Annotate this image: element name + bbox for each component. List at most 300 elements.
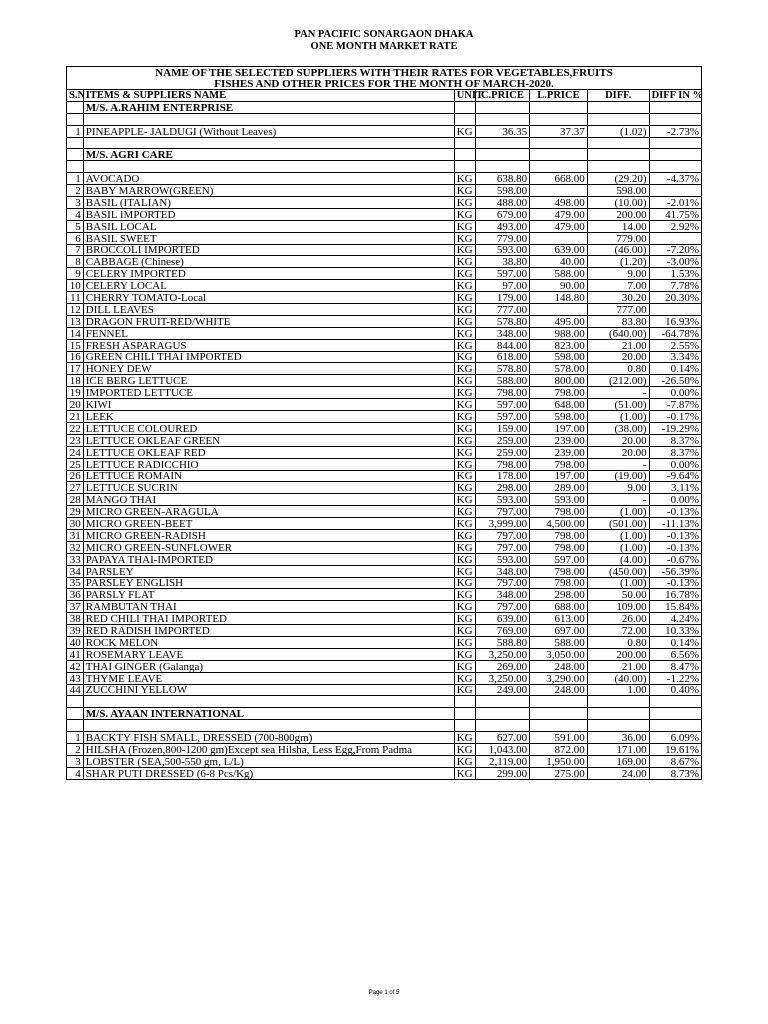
- supplier-row-cell: [649, 708, 701, 720]
- cell-current-price: 249.00: [475, 684, 529, 696]
- cell-unit: KG: [454, 327, 475, 339]
- blank-cell: [454, 720, 475, 732]
- cell-item-name: LETTUCE RADICCHIO: [83, 458, 454, 470]
- cell-unit: KG: [454, 755, 475, 767]
- table-row: [67, 755, 702, 767]
- supplier-row-cell: [475, 708, 529, 720]
- cell-difference: (1.00): [587, 529, 649, 541]
- cell-difference: (501.00): [587, 518, 649, 530]
- cell-difference-percent: 4.24%: [649, 613, 701, 625]
- cell-difference-percent: 15.84%: [649, 601, 701, 613]
- table-row: [67, 363, 702, 375]
- cell-sn: 44: [67, 684, 84, 696]
- cell-item-name: MICRO GREEN-RADISH: [83, 529, 454, 541]
- cell-item-name: SHAR PUTI DRESSED (6-8 Pcs/Kg): [83, 767, 454, 779]
- cell-last-price: 798.00: [530, 577, 588, 589]
- cell-sn: 32: [67, 541, 84, 553]
- cell-last-price: 239.00: [530, 434, 588, 446]
- cell-item-name: LEEK: [83, 411, 454, 423]
- cell-difference-percent: [649, 232, 701, 244]
- cell-current-price: 844.00: [475, 339, 529, 351]
- cell-sn: 26: [67, 470, 84, 482]
- cell-unit: KG: [454, 506, 475, 518]
- cell-item-name: PARSLEY: [83, 565, 454, 577]
- cell-difference: -: [587, 494, 649, 506]
- cell-difference-percent: 0.40%: [649, 684, 701, 696]
- supplier-row: [67, 101, 702, 113]
- cell-difference: (40.00): [587, 672, 649, 684]
- blank-cell: [587, 161, 649, 173]
- cell-difference-percent: -0.13%: [649, 541, 701, 553]
- cell-sn: 3: [67, 197, 84, 209]
- cell-current-price: 679.00: [475, 208, 529, 220]
- cell-difference-percent: -2.01%: [649, 197, 701, 209]
- market-rate-table: [66, 66, 702, 780]
- cell-unit: KG: [454, 684, 475, 696]
- cell-current-price: 639.00: [475, 613, 529, 625]
- cell-unit: KG: [454, 601, 475, 613]
- table-row: [67, 197, 702, 209]
- cell-item-name: LOBSTER (SEA,500-550 gm, L/L): [83, 755, 454, 767]
- cell-last-price: 37.37: [530, 125, 588, 137]
- table-row: [67, 399, 702, 411]
- cell-unit: KG: [454, 304, 475, 316]
- cell-last-price: 593.00: [530, 494, 588, 506]
- cell-last-price: 197.00: [530, 470, 588, 482]
- supplier-name: M/S. AYAAN INTERNATIONAL: [83, 708, 454, 720]
- cell-difference-percent: -11.13%: [649, 518, 701, 530]
- cell-item-name: MICRO GREEN-SUNFLOWER: [83, 541, 454, 553]
- cell-item-name: BROCCOLI IMPORTED: [83, 244, 454, 256]
- cell-unit: KG: [454, 458, 475, 470]
- column-header-difference: DIFF.: [587, 90, 649, 102]
- table-title-line1: NAME OF THE SELECTED SUPPLIERS WITH THEIR RATES FOR VEGETABLES,FRUITS: [67, 67, 702, 79]
- cell-last-price: 40.00: [530, 256, 588, 268]
- blank-cell: [67, 720, 84, 732]
- cell-last-price: 823.00: [530, 339, 588, 351]
- cell-difference-percent: -26.50%: [649, 375, 701, 387]
- cell-sn: 22: [67, 422, 84, 434]
- cell-unit: KG: [454, 660, 475, 672]
- cell-unit: KG: [454, 411, 475, 423]
- cell-difference-percent: -0.67%: [649, 553, 701, 565]
- cell-unit: KG: [454, 625, 475, 637]
- cell-difference-percent: 8.37%: [649, 446, 701, 458]
- table-row: [67, 280, 702, 292]
- cell-difference-percent: -2.73%: [649, 125, 701, 137]
- cell-last-price: 697.00: [530, 625, 588, 637]
- cell-difference: (29.20): [587, 173, 649, 185]
- cell-unit: KG: [454, 743, 475, 755]
- table-row: [67, 636, 702, 648]
- cell-current-price: 593.00: [475, 244, 529, 256]
- cell-current-price: 777.00: [475, 304, 529, 316]
- cell-unit: KG: [454, 553, 475, 565]
- cell-difference: (1.00): [587, 577, 649, 589]
- cell-current-price: 348.00: [475, 327, 529, 339]
- cell-sn: 1: [67, 173, 84, 185]
- cell-item-name: PAPAYA THAI-IMPORTED: [83, 553, 454, 565]
- cell-difference: (19.00): [587, 470, 649, 482]
- cell-difference: (450.00): [587, 565, 649, 577]
- table-row: [67, 648, 702, 660]
- blank-cell: [649, 137, 701, 149]
- cell-difference-percent: -19.29%: [649, 422, 701, 434]
- cell-unit: KG: [454, 315, 475, 327]
- cell-difference-percent: [649, 185, 701, 197]
- cell-current-price: 597.00: [475, 399, 529, 411]
- cell-item-name: PARSLY FLAT: [83, 589, 454, 601]
- cell-item-name: CABBAGE (Chinese): [83, 256, 454, 268]
- blank-cell: [83, 720, 454, 732]
- cell-difference: -: [587, 387, 649, 399]
- cell-sn: 17: [67, 363, 84, 375]
- cell-sn: 1: [67, 732, 84, 744]
- table-row: [67, 743, 702, 755]
- cell-difference: (212.00): [587, 375, 649, 387]
- cell-item-name: HONEY DEW: [83, 363, 454, 375]
- cell-item-name: IMPORTED LETTUCE: [83, 387, 454, 399]
- supplier-row-cell: [649, 101, 701, 113]
- blank-cell: [67, 161, 84, 173]
- cell-item-name: MICRO GREEN-BEET: [83, 518, 454, 530]
- cell-current-price: 797.00: [475, 577, 529, 589]
- cell-current-price: 159.00: [475, 422, 529, 434]
- cell-unit: KG: [454, 518, 475, 530]
- cell-difference-percent: -9.64%: [649, 470, 701, 482]
- cell-unit: KG: [454, 636, 475, 648]
- cell-difference-percent: 8.67%: [649, 755, 701, 767]
- cell-unit: KG: [454, 482, 475, 494]
- cell-difference-percent: 19.61%: [649, 743, 701, 755]
- blank-cell: [454, 161, 475, 173]
- cell-unit: KG: [454, 375, 475, 387]
- table-row: [67, 541, 702, 553]
- cell-item-name: KIWI: [83, 399, 454, 411]
- cell-difference: (51.00): [587, 399, 649, 411]
- cell-current-price: 97.00: [475, 280, 529, 292]
- blank-cell: [454, 137, 475, 149]
- cell-last-price: 495.00: [530, 315, 588, 327]
- cell-last-price: 598.00: [530, 411, 588, 423]
- cell-sn: 13: [67, 315, 84, 327]
- cell-difference-percent: 20.30%: [649, 292, 701, 304]
- supplier-row-cell: [649, 149, 701, 161]
- cell-unit: KG: [454, 577, 475, 589]
- cell-current-price: 588.00: [475, 375, 529, 387]
- cell-item-name: DILL LEAVES: [83, 304, 454, 316]
- cell-difference: 20.00: [587, 446, 649, 458]
- column-header-item: ITEMS & SUPPLIERS NAME: [83, 90, 454, 102]
- cell-current-price: 597.00: [475, 268, 529, 280]
- blank-cell: [454, 696, 475, 708]
- table-row: [67, 387, 702, 399]
- supplier-row-cell: [67, 708, 84, 720]
- cell-sn: 28: [67, 494, 84, 506]
- cell-sn: 39: [67, 625, 84, 637]
- cell-last-price: 668.00: [530, 173, 588, 185]
- cell-difference-percent: 0.00%: [649, 458, 701, 470]
- cell-difference-percent: 10.33%: [649, 625, 701, 637]
- cell-unit: KG: [454, 470, 475, 482]
- table-row: [67, 434, 702, 446]
- cell-current-price: 269.00: [475, 660, 529, 672]
- cell-sn: 11: [67, 292, 84, 304]
- table-row: [67, 553, 702, 565]
- cell-sn: 2: [67, 743, 84, 755]
- cell-difference: 9.00: [587, 482, 649, 494]
- cell-last-price: [530, 185, 588, 197]
- cell-last-price: 4,500.00: [530, 518, 588, 530]
- supplier-row-cell: [475, 101, 529, 113]
- table-row: [67, 125, 702, 137]
- cell-current-price: 638.80: [475, 173, 529, 185]
- cell-difference: 171.00: [587, 743, 649, 755]
- cell-current-price: 2,119.00: [475, 755, 529, 767]
- blank-cell: [649, 696, 701, 708]
- table-row: [67, 446, 702, 458]
- blank-cell: [649, 720, 701, 732]
- cell-sn: 27: [67, 482, 84, 494]
- cell-sn: 10: [67, 280, 84, 292]
- cell-current-price: 493.00: [475, 220, 529, 232]
- cell-sn: 6: [67, 232, 84, 244]
- cell-difference-percent: 7.78%: [649, 280, 701, 292]
- cell-item-name: LETTUCE OKLEAF RED: [83, 446, 454, 458]
- cell-difference-percent: 41.75%: [649, 208, 701, 220]
- cell-item-name: BASIL SWEET: [83, 232, 454, 244]
- table-row: [67, 672, 702, 684]
- cell-item-name: DRAGON FRUIT-RED/WHITE: [83, 315, 454, 327]
- column-header-last-price: L.PRICE: [530, 90, 588, 102]
- cell-item-name: LETTUCE COLOURED: [83, 422, 454, 434]
- table-row: [67, 767, 702, 779]
- table-row: [67, 375, 702, 387]
- cell-sn: 9: [67, 268, 84, 280]
- blank-cell: [475, 137, 529, 149]
- cell-item-name: ICE BERG LETTUCE: [83, 375, 454, 387]
- cell-difference-percent: -64.78%: [649, 327, 701, 339]
- cell-difference: 0.80: [587, 363, 649, 375]
- cell-last-price: 498.00: [530, 197, 588, 209]
- cell-unit: KG: [454, 446, 475, 458]
- blank-cell: [587, 696, 649, 708]
- cell-last-price: 479.00: [530, 220, 588, 232]
- table-row: [67, 232, 702, 244]
- cell-current-price: 797.00: [475, 529, 529, 541]
- cell-item-name: BASIL LOCAL: [83, 220, 454, 232]
- cell-difference: (46.00): [587, 244, 649, 256]
- table-row: [67, 684, 702, 696]
- cell-sn: 21: [67, 411, 84, 423]
- blank-cell: [530, 161, 588, 173]
- cell-sn: 42: [67, 660, 84, 672]
- table-row: [67, 244, 702, 256]
- cell-last-price: 148.80: [530, 292, 588, 304]
- cell-difference: 14.00: [587, 220, 649, 232]
- cell-difference-percent: 0.14%: [649, 363, 701, 375]
- report-title: PAN PACIFIC SONARGAON DHAKA: [294, 29, 474, 40]
- cell-difference-percent: 3.11%: [649, 482, 701, 494]
- cell-difference-percent: -0.17%: [649, 411, 701, 423]
- cell-difference-percent: 6.56%: [649, 648, 701, 660]
- cell-unit: KG: [454, 529, 475, 541]
- cell-difference: 169.00: [587, 755, 649, 767]
- cell-last-price: 578.00: [530, 363, 588, 375]
- table-row: [67, 482, 702, 494]
- cell-difference-percent: 16.93%: [649, 315, 701, 327]
- table-row: [67, 292, 702, 304]
- cell-sn: 33: [67, 553, 84, 565]
- cell-difference: (38.00): [587, 422, 649, 434]
- table-row: [67, 565, 702, 577]
- cell-last-price: 613.00: [530, 613, 588, 625]
- cell-difference-percent: -4.37%: [649, 173, 701, 185]
- cell-sn: 40: [67, 636, 84, 648]
- cell-item-name: THAI GINGER (Galanga): [83, 660, 454, 672]
- cell-item-name: RED CHILI THAI IMPORTED: [83, 613, 454, 625]
- cell-difference-percent: 1.53%: [649, 268, 701, 280]
- cell-difference: 36.00: [587, 732, 649, 744]
- table-row: [67, 315, 702, 327]
- cell-last-price: 248.00: [530, 684, 588, 696]
- cell-current-price: 259.00: [475, 434, 529, 446]
- cell-last-price: 289.00: [530, 482, 588, 494]
- table-row: [67, 256, 702, 268]
- cell-item-name: BABY MARROW(GREEN): [83, 185, 454, 197]
- blank-cell: [587, 720, 649, 732]
- column-header-unit: UNIT: [454, 90, 475, 102]
- cell-item-name: BACKTY FISH SMALL, DRESSED (700-800gm): [83, 732, 454, 744]
- cell-difference-percent: -7.20%: [649, 244, 701, 256]
- cell-difference: 1.00: [587, 684, 649, 696]
- supplier-row: [67, 149, 702, 161]
- cell-item-name: MICRO GREEN-ARAGULA: [83, 506, 454, 518]
- blank-row: [67, 113, 702, 125]
- table-row: [67, 339, 702, 351]
- blank-cell: [475, 161, 529, 173]
- cell-last-price: 988.00: [530, 327, 588, 339]
- table-row: [67, 506, 702, 518]
- cell-sn: 4: [67, 767, 84, 779]
- cell-current-price: 798.00: [475, 458, 529, 470]
- cell-difference-percent: 0.00%: [649, 494, 701, 506]
- cell-item-name: GREEN CHILI THAI IMPORTED: [83, 351, 454, 363]
- cell-sn: 34: [67, 565, 84, 577]
- cell-sn: 29: [67, 506, 84, 518]
- table-row: [67, 268, 702, 280]
- cell-difference: 598.00: [587, 185, 649, 197]
- cell-difference-percent: 0.14%: [649, 636, 701, 648]
- cell-difference-percent: 8.47%: [649, 660, 701, 672]
- table-row: [67, 327, 702, 339]
- table-row: [67, 518, 702, 530]
- cell-current-price: 798.00: [475, 387, 529, 399]
- cell-item-name: AVOCADO: [83, 173, 454, 185]
- cell-difference-percent: -1.22%: [649, 672, 701, 684]
- cell-unit: KG: [454, 589, 475, 601]
- cell-last-price: 597.00: [530, 553, 588, 565]
- blank-cell: [475, 720, 529, 732]
- supplier-row-cell: [587, 149, 649, 161]
- cell-item-name: HILSHA (Frozen,800-1200 gm)Except sea Hilsha, Less Egg,From Padma: [83, 743, 454, 755]
- cell-difference-percent: -7.87%: [649, 399, 701, 411]
- blank-cell: [587, 137, 649, 149]
- cell-sn: 3: [67, 755, 84, 767]
- column-header-current-price: C.PRICE: [475, 90, 529, 102]
- cell-unit: KG: [454, 256, 475, 268]
- report-subtitle: ONE MONTH MARKET RATE: [310, 41, 458, 52]
- cell-difference: 21.00: [587, 660, 649, 672]
- cell-current-price: 1,043.00: [475, 743, 529, 755]
- cell-sn: 8: [67, 256, 84, 268]
- cell-difference: 50.00: [587, 589, 649, 601]
- table-row: [67, 351, 702, 363]
- cell-sn: 24: [67, 446, 84, 458]
- cell-current-price: 627.00: [475, 732, 529, 744]
- cell-unit: KG: [454, 613, 475, 625]
- table-row: [67, 173, 702, 185]
- cell-last-price: 588.00: [530, 268, 588, 280]
- cell-item-name: FENNEL: [83, 327, 454, 339]
- cell-current-price: 178.00: [475, 470, 529, 482]
- cell-current-price: 769.00: [475, 625, 529, 637]
- table-row: [67, 732, 702, 744]
- cell-last-price: 598.00: [530, 351, 588, 363]
- cell-difference: -: [587, 458, 649, 470]
- cell-last-price: 90.00: [530, 280, 588, 292]
- cell-last-price: 298.00: [530, 589, 588, 601]
- table-row: [67, 458, 702, 470]
- cell-difference-percent: 3.34%: [649, 351, 701, 363]
- cell-current-price: 179.00: [475, 292, 529, 304]
- cell-unit: KG: [454, 541, 475, 553]
- cell-difference: 26.00: [587, 613, 649, 625]
- blank-cell: [475, 696, 529, 708]
- cell-current-price: 598.00: [475, 185, 529, 197]
- cell-difference-percent: 6.09%: [649, 732, 701, 744]
- cell-difference-percent: 2.92%: [649, 220, 701, 232]
- table-row: [67, 208, 702, 220]
- cell-difference: 72.00: [587, 625, 649, 637]
- column-header-difference-percent: DIFF IN %: [649, 90, 701, 102]
- table-body: [67, 67, 702, 780]
- cell-sn: 41: [67, 648, 84, 660]
- cell-unit: KG: [454, 339, 475, 351]
- cell-current-price: 797.00: [475, 506, 529, 518]
- cell-difference: 777.00: [587, 304, 649, 316]
- cell-difference-percent: -0.13%: [649, 529, 701, 541]
- page-number: Page 1 of 5: [368, 990, 400, 996]
- cell-difference-percent: 8.73%: [649, 767, 701, 779]
- cell-last-price: 591.00: [530, 732, 588, 744]
- cell-current-price: 259.00: [475, 446, 529, 458]
- cell-difference-percent: 8.37%: [649, 434, 701, 446]
- cell-current-price: 779.00: [475, 232, 529, 244]
- cell-last-price: 798.00: [530, 506, 588, 518]
- cell-last-price: 639.00: [530, 244, 588, 256]
- cell-unit: KG: [454, 363, 475, 375]
- supplier-row-cell: [67, 101, 84, 113]
- cell-sn: 19: [67, 387, 84, 399]
- blank-cell: [530, 720, 588, 732]
- table-row: [67, 529, 702, 541]
- table-row: [67, 220, 702, 232]
- cell-sn: 35: [67, 577, 84, 589]
- table-row: [67, 577, 702, 589]
- cell-unit: KG: [454, 434, 475, 446]
- cell-item-name: ZUCCHINI YELLOW: [83, 684, 454, 696]
